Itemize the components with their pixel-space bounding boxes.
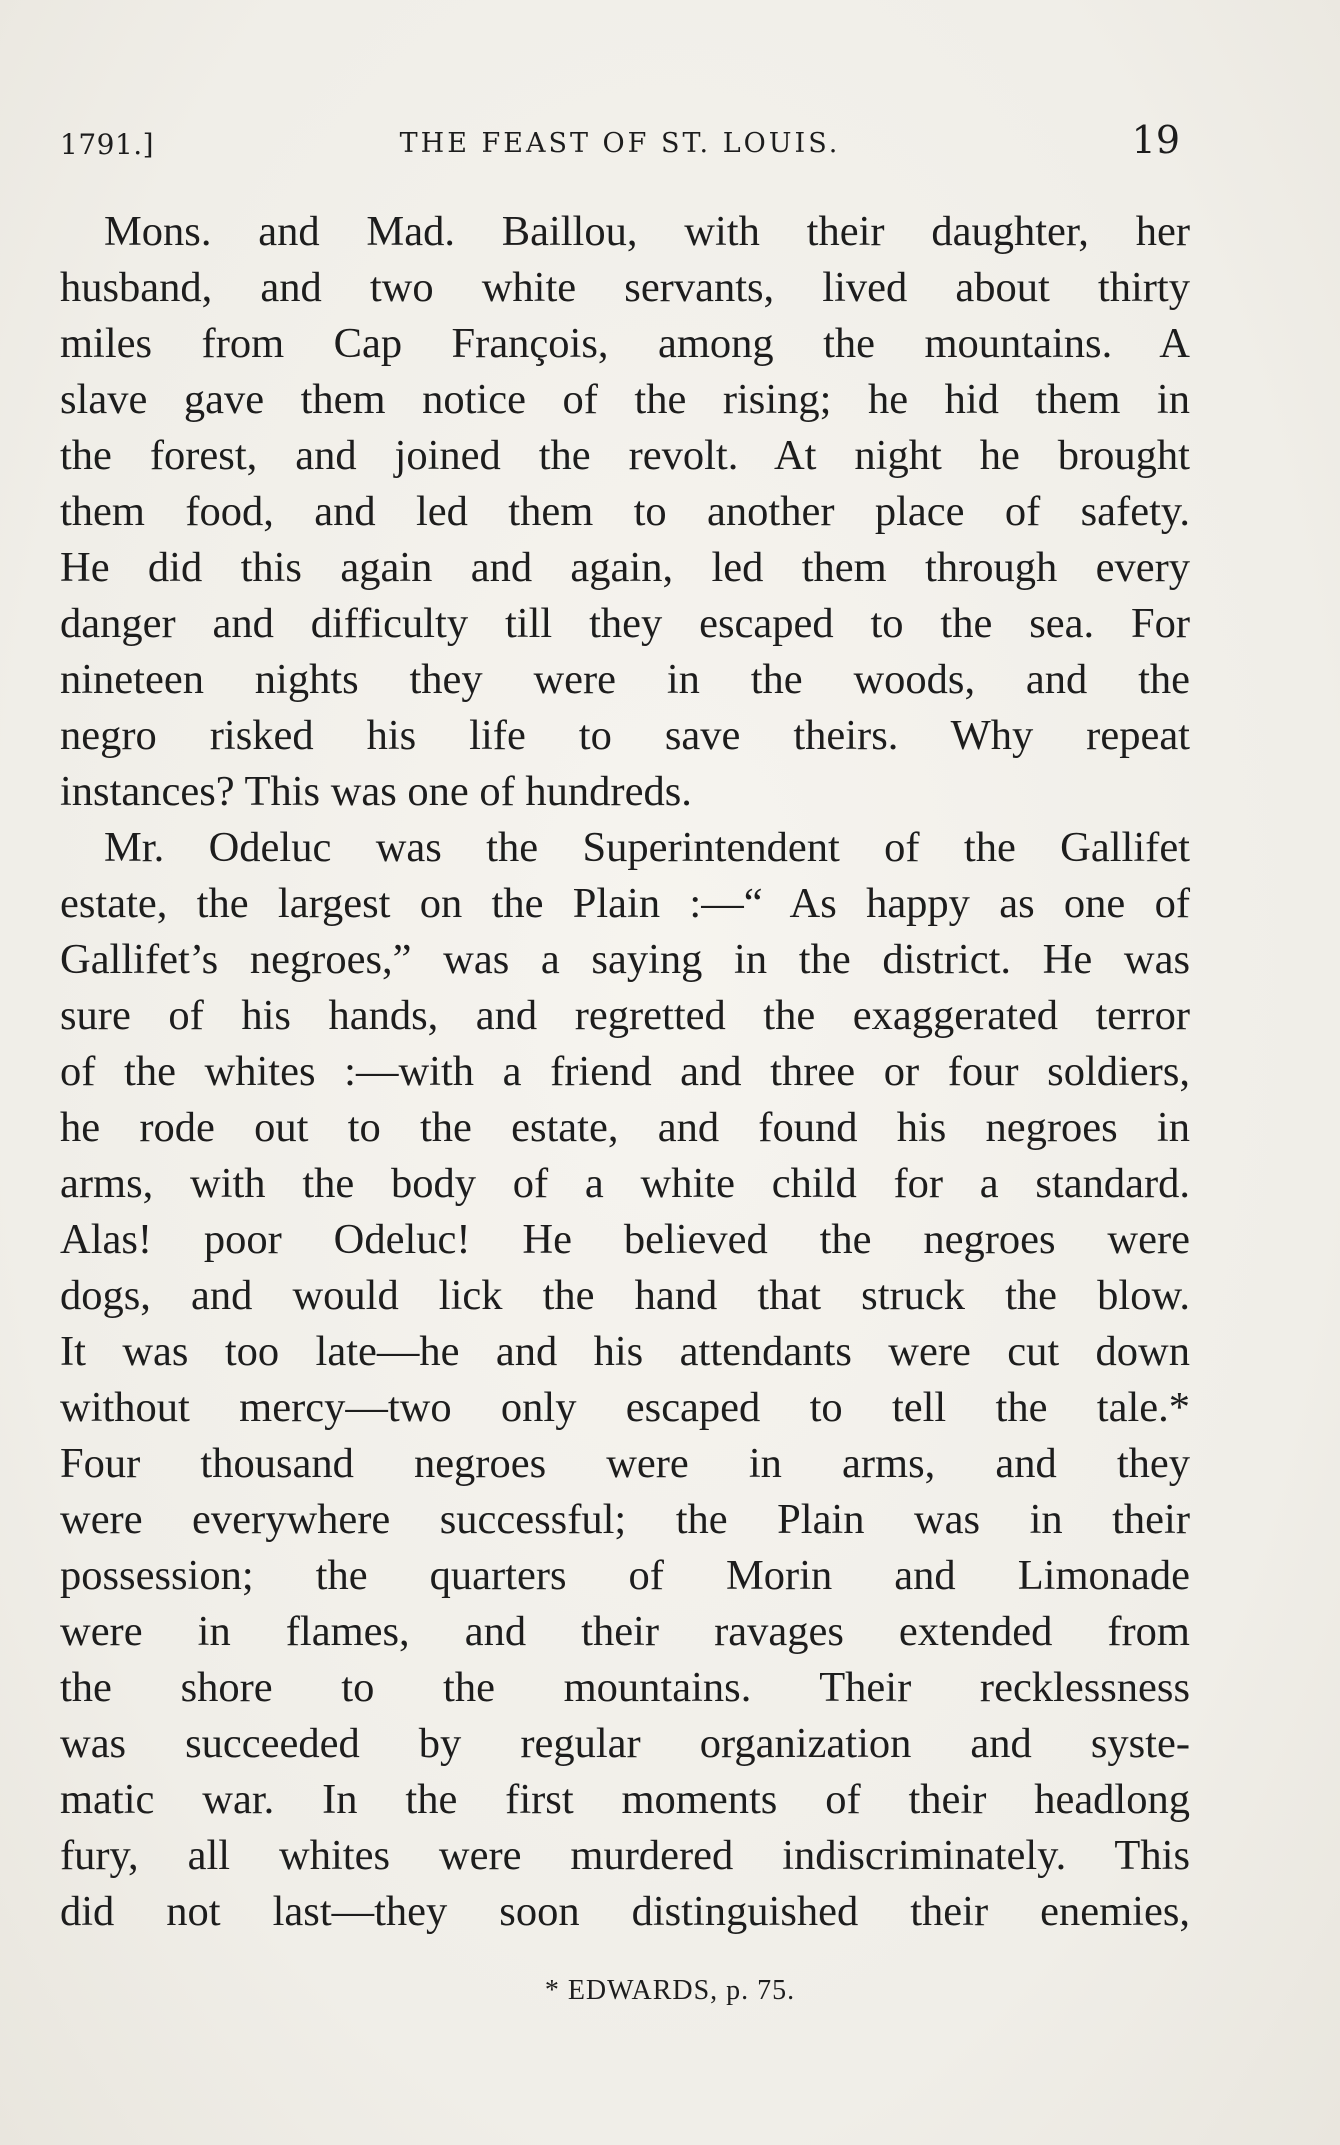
text-line: negro risked his life to save theirs. Why repeat: [60, 712, 1190, 759]
text-line: Four thousand negroes were in arms, and they: [60, 1440, 1190, 1487]
chapter-title: THE FEAST OF ST. LOUIS.: [399, 128, 841, 159]
text-line: arms, with the body of a white child for a standard.: [60, 1160, 1190, 1207]
text-line: He did this again and again, led them through every: [60, 544, 1190, 591]
text-line: instances? This was one of hundreds.: [60, 768, 692, 815]
footnote: * EDWARDS, p. 75.: [544, 1975, 796, 2006]
page-number: 19: [1131, 118, 1180, 162]
text-line: nineteen nights they were in the woods, and the: [60, 656, 1190, 703]
text-line: Mons. and Mad. Baillou, with their daughter, her: [104, 208, 1190, 255]
body-text: [60, 204, 1190, 1940]
header-year: 1791.]: [60, 128, 155, 161]
text-line: were in flames, and their ravages extended from: [60, 1608, 1190, 1655]
text-line: slave gave them notice of the rising; he hid them in: [60, 376, 1190, 423]
text-line: of the whites :—with a friend and three or four soldiers,: [60, 1048, 1190, 1095]
text-line: the forest, and joined the revolt. At night he brought: [60, 432, 1190, 479]
text-line: danger and difficulty till they escaped to the sea. For: [60, 600, 1190, 647]
running-header: [60, 118, 1180, 168]
text-line: possession; the quarters of Morin and Limonade: [60, 1552, 1190, 1599]
text-line: was succeeded by regular organization and syste-: [60, 1720, 1190, 1767]
text-line: them food, and led them to another place of safety.: [60, 488, 1190, 535]
text-line: did not last—they soon distinguished their enemies,: [60, 1888, 1190, 1935]
text-line: It was too late—he and his attendants were cut down: [60, 1328, 1190, 1375]
text-line: estate, the largest on the Plain :—“ As happy as one of: [60, 880, 1190, 927]
text-line: Mr. Odeluc was the Superintendent of the Gallifet: [104, 824, 1190, 871]
text-line: Alas! poor Odeluc! He believed the negroes were: [60, 1216, 1190, 1263]
paragraph: [60, 820, 1190, 1940]
text-line: husband, and two white servants, lived about thirty: [60, 264, 1190, 311]
text-line: without mercy—two only escaped to tell the tale.*: [60, 1384, 1190, 1431]
paragraph: [60, 204, 1190, 820]
text-line: he rode out to the estate, and found his negroes in: [60, 1104, 1190, 1151]
text-line: were everywhere successful; the Plain was in their: [60, 1496, 1190, 1543]
text-line: miles from Cap François, among the mountains. A: [60, 320, 1190, 367]
text-line: dogs, and would lick the hand that struck the blow.: [60, 1272, 1190, 1319]
text-line: fury, all whites were murdered indiscriminately. This: [60, 1832, 1190, 1879]
text-line: Gallifet’s negroes,” was a saying in the district. He was: [60, 936, 1190, 983]
text-line: sure of his hands, and regretted the exaggerated terror: [60, 992, 1190, 1039]
text-line: matic war. In the first moments of their headlong: [60, 1776, 1190, 1823]
text-line: the shore to the mountains. Their recklessness: [60, 1664, 1190, 1711]
